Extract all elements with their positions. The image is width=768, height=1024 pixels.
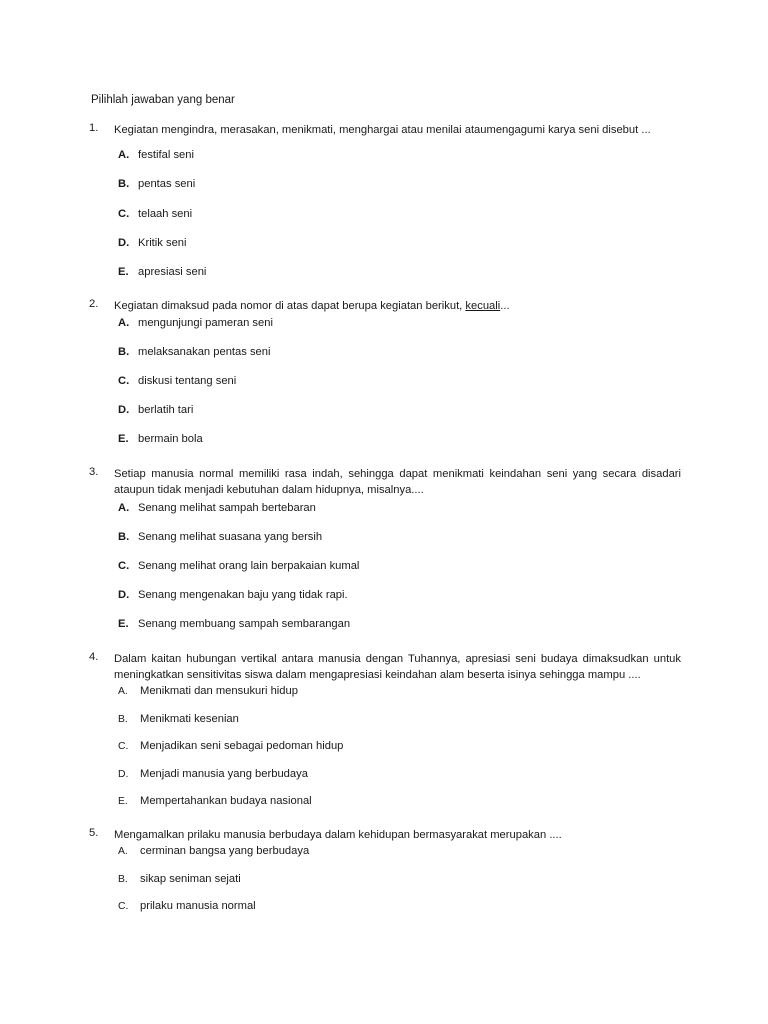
question-text <box>114 298 681 314</box>
option-3a <box>118 502 316 514</box>
option-text: bermain bola <box>138 433 203 445</box>
option-text: Senang melihat sampah bertebaran <box>138 502 316 514</box>
option-1b <box>118 178 195 190</box>
option-1d <box>118 237 187 249</box>
option-3e <box>118 618 350 630</box>
option-4b <box>118 713 239 725</box>
option-text: prilaku manusia normal <box>140 900 256 912</box>
option-2c <box>118 375 236 387</box>
option-letter: A. <box>118 846 128 857</box>
option-letter: C. <box>118 208 130 220</box>
option-3b <box>118 531 322 543</box>
option-1e <box>118 266 206 278</box>
option-2d <box>118 404 193 416</box>
option-text: diskusi tentang seni <box>138 375 237 387</box>
option-5a <box>118 845 309 857</box>
option-letter: D. <box>118 769 129 780</box>
question-number: 4. <box>89 651 99 663</box>
option-letter: E. <box>118 796 128 807</box>
option-2a <box>118 317 273 329</box>
question-text-part: ... <box>500 300 510 312</box>
option-5b <box>118 873 241 885</box>
option-3c <box>118 560 359 572</box>
option-text: melaksanakan pentas seni <box>138 346 271 358</box>
option-1a <box>118 149 194 161</box>
option-2e <box>118 433 203 445</box>
option-letter: C. <box>118 901 129 912</box>
question-text: Dalam kaitan hubungan vertikal antara manusia dengan Tuhannya, apresiasi seni budaya dimaksudkan untuk meningkatkan sensitivitas siswa dalam mengapresiasi keindahan alam beserta isinya sehingga mampu .... <box>114 653 681 681</box>
option-letter: C. <box>118 375 130 387</box>
option-letter: B. <box>118 346 130 358</box>
option-4d <box>118 768 308 780</box>
option-letter: A. <box>118 149 130 161</box>
underlined-keyword: kecuali <box>465 300 501 312</box>
option-text: Senang melihat suasana yang bersih <box>138 531 323 543</box>
option-letter: B. <box>118 874 128 885</box>
option-3d <box>118 589 348 601</box>
question-number: 1. <box>89 122 99 134</box>
option-4a <box>118 685 298 697</box>
option-text: Senang mengenakan baju yang tidak rapi. <box>138 589 348 601</box>
question-text: Kegiatan mengindra, merasakan, menikmati, menghargai atau menilai ataumengagumi karya seni disebut ... <box>114 124 651 136</box>
option-text: cerminan bangsa yang berbudaya <box>140 845 310 857</box>
option-text: Mempertahankan budaya nasional <box>140 795 312 807</box>
option-text: sikap seniman sejati <box>140 873 241 885</box>
option-text: apresiasi seni <box>138 266 207 278</box>
option-letter: E. <box>118 433 129 445</box>
option-text: Kritik seni <box>138 237 187 249</box>
question-text: Mengamalkan prilaku manusia berbudaya dalam kehidupan bermasyarakat merupakan .... <box>114 829 562 841</box>
option-text: Menjadikan seni sebagai pedoman hidup <box>140 740 344 752</box>
question-1 <box>89 122 681 138</box>
option-letter: B. <box>118 714 128 725</box>
question-number: 2. <box>89 298 99 310</box>
option-text: festifal seni <box>138 149 194 161</box>
option-letter: A. <box>118 686 128 697</box>
option-letter: D. <box>118 237 130 249</box>
option-text: berlatih tari <box>138 404 194 416</box>
question-3 <box>89 466 681 498</box>
option-letter: D. <box>118 404 130 416</box>
option-text: Menikmati kesenian <box>140 713 239 725</box>
option-text: Senang membuang sampah sembarangan <box>138 618 351 630</box>
option-letter: A. <box>118 502 130 514</box>
option-text: pentas seni <box>138 178 196 190</box>
question-5 <box>89 827 681 843</box>
option-4e <box>118 795 312 807</box>
option-5c <box>118 900 256 912</box>
option-letter: C. <box>118 741 129 752</box>
question-number: 5. <box>89 827 99 839</box>
option-letter: A. <box>118 317 130 329</box>
option-4c <box>118 740 343 752</box>
question-4 <box>89 651 681 683</box>
option-text: telaah seni <box>138 208 193 220</box>
option-text: Menikmati dan mensukuri hidup <box>140 685 298 697</box>
option-text: Senang melihat orang lain berpakaian kumal <box>138 560 360 572</box>
question-text: Setiap manusia normal memiliki rasa indah, sehingga dapat menikmati keindahan seni yang secara disadari ataupun tidak menjadi kebutuhan dalam hidupnya, misalnya.... <box>114 468 681 496</box>
option-letter: E. <box>118 266 129 278</box>
option-letter: B. <box>118 178 130 190</box>
option-letter: B. <box>118 531 130 543</box>
question-2 <box>89 298 681 314</box>
option-text: mengunjungi pameran seni <box>138 317 273 329</box>
option-1c <box>118 208 192 220</box>
option-letter: E. <box>118 618 129 630</box>
option-text: Menjadi manusia yang berbudaya <box>140 768 308 780</box>
option-2b <box>118 346 270 358</box>
instruction-heading: Pilihlah jawaban yang benar <box>91 94 235 106</box>
option-letter: C. <box>118 560 130 572</box>
question-number: 3. <box>89 466 99 478</box>
option-letter: D. <box>118 589 130 601</box>
question-text-part: Kegiatan dimaksud pada nomor di atas dapat berupa kegiatan berikut, <box>114 300 466 312</box>
